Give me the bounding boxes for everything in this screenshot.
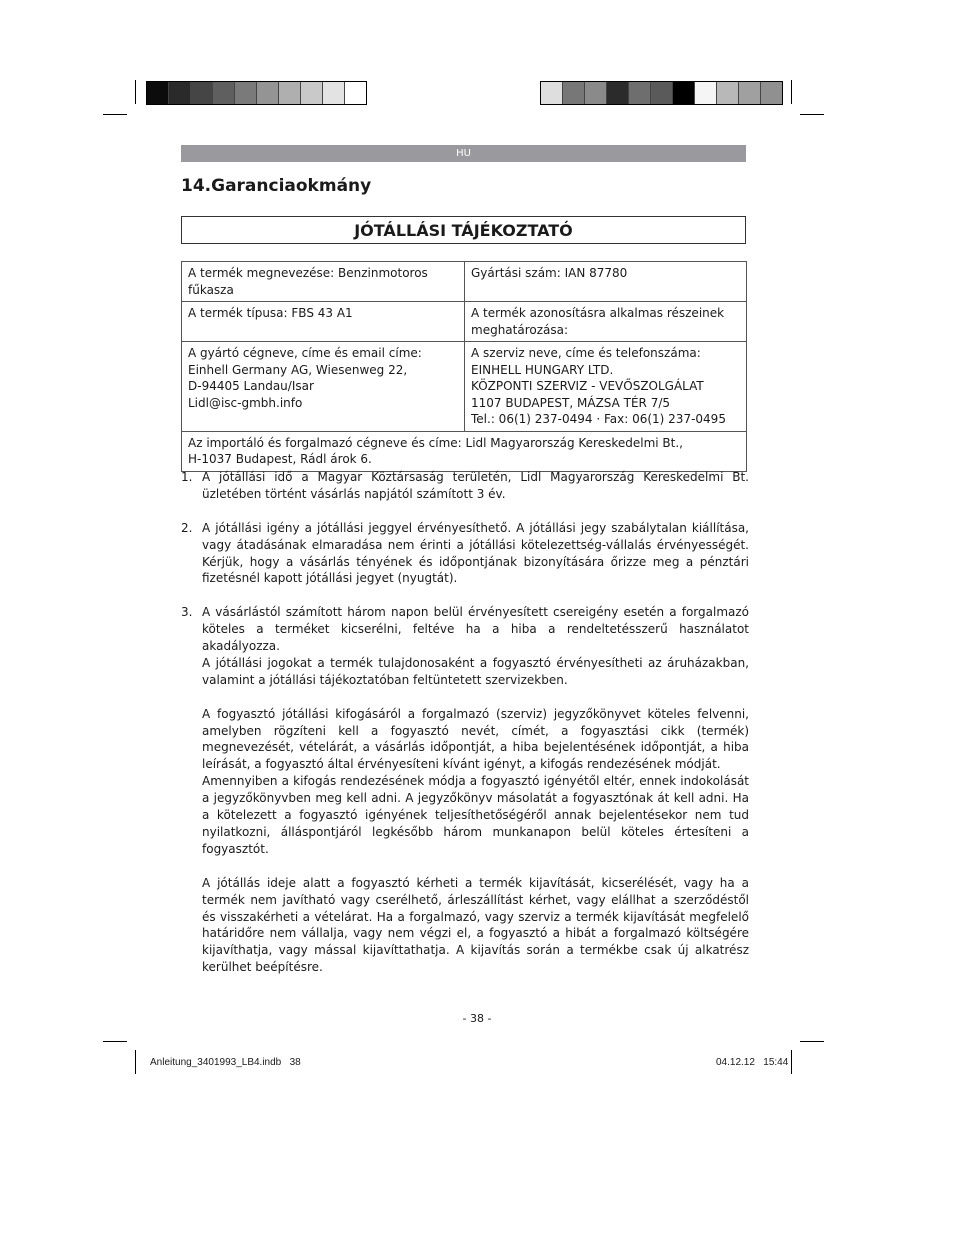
warranty-info-table bbox=[181, 261, 747, 472]
crop-mark bbox=[800, 1041, 824, 1042]
warranty-terms-list bbox=[181, 469, 749, 993]
cell-line: 1107 BUDAPEST, MÁZSA TÉR 7/5 bbox=[471, 395, 671, 410]
color-swatch bbox=[695, 82, 717, 104]
table-row bbox=[182, 342, 747, 432]
color-swatch bbox=[563, 82, 585, 104]
term-body bbox=[202, 604, 749, 976]
cell-line: Tel.: 06(1) 237-0494 · Fax: 06(1) 237-0495 bbox=[471, 412, 726, 426]
cell-line: Gyártási szám: IAN 87780 bbox=[471, 266, 628, 280]
crop-mark bbox=[135, 80, 136, 104]
term-paragraph: A jótállás ideje alatt a fogyasztó kérheti a termék kijavítását, kicserélését, vagy ha a termék nem javítható vagy cserélhető, árleszállítást kérhet, vagy elállhat a szerződéstől és visszakérheti a vételárat. Ha a forgalmazó, vagy szerviz a termék kijavítását megfelelő határidőre nem vállalja, vagy nem végzi el, a fogyasztó a hibát a forgalmazó költségére kijavíthatja, vagy mással kijavíttathatja. A kijavítás során a termékbe csak új alkatrész kerülhet beépítésre. bbox=[202, 875, 749, 975]
language-header: HU bbox=[181, 145, 746, 162]
color-swatch bbox=[541, 82, 563, 104]
table-row bbox=[182, 262, 747, 302]
cell-line: Az importáló és forgalmazó cégneve és címe: Lidl Magyarország Kereskedelmi Bt., bbox=[188, 435, 683, 450]
section-title: 14.Garanciaokmány bbox=[181, 176, 372, 196]
color-swatch bbox=[585, 82, 607, 104]
color-swatch bbox=[717, 82, 739, 104]
term-paragraph: A jótállási idő a Magyar Köztársaság területén, Lidl Magyarország Kereskedelmi Bt. üzletében történt vásárlás napjától számított 3 év. bbox=[202, 470, 749, 501]
cell-line: KÖZPONTI SZERVIZ - VEVŐSZOLGÁLAT bbox=[471, 379, 704, 393]
color-swatch bbox=[147, 82, 169, 104]
color-swatch bbox=[739, 82, 761, 104]
cell-line: H-1037 Budapest, Rádl árok 6. bbox=[188, 452, 372, 466]
table-cell bbox=[182, 262, 465, 302]
color-swatch bbox=[323, 82, 345, 104]
crop-mark bbox=[791, 1050, 792, 1074]
term-body bbox=[202, 469, 749, 503]
crop-mark bbox=[103, 1041, 127, 1042]
cell-line: A termék azonosításra alkalmas részeinek bbox=[471, 306, 725, 320]
term-item bbox=[181, 469, 749, 503]
term-body bbox=[202, 520, 749, 588]
table-cell bbox=[182, 302, 465, 342]
table-cell bbox=[182, 342, 465, 432]
importer-cell bbox=[182, 431, 747, 471]
cell-line: EINHELL HUNGARY LTD. bbox=[471, 362, 614, 377]
cell-line: Lidl@isc-gmbh.info bbox=[188, 395, 303, 410]
cell-line: A gyártó cégneve, címe és email címe: bbox=[188, 346, 422, 360]
registration-color-bar-right bbox=[540, 81, 783, 105]
color-swatch bbox=[673, 82, 695, 104]
cell-line: Einhell Germany AG, Wiesenweg 22, bbox=[188, 362, 408, 377]
table-cell bbox=[465, 342, 747, 432]
color-swatch bbox=[257, 82, 279, 104]
term-paragraph: A fogyasztó jótállási kifogásáról a forgalmazó (szerviz) jegyzőkönyvet köteles felvenni, amelyben rögzíteni kell a fogyasztó nevét, címét, a fogyasztási cikk (termék) megnevezését, vételárát, a vásárlás időpontját, a hiba bejelentésének időpontját, a hiba leírását, a fogyasztó által érvényesíteni kívánt igényt, a kifogás rendezésének módját. bbox=[202, 706, 749, 772]
term-item bbox=[181, 604, 749, 976]
term-item bbox=[181, 520, 749, 588]
crop-mark bbox=[103, 114, 127, 115]
color-swatch bbox=[279, 82, 301, 104]
footer-date: 04.12.12 15:44 bbox=[716, 1057, 789, 1068]
crop-mark bbox=[791, 80, 792, 104]
color-swatch bbox=[301, 82, 323, 104]
term-number: 3. bbox=[181, 605, 193, 620]
warranty-box-title: JÓTÁLLÁSI TÁJÉKOZTATÓ bbox=[181, 216, 746, 244]
table-cell bbox=[465, 302, 747, 342]
term-number: 1. bbox=[181, 470, 193, 484]
term-number: 2. bbox=[181, 520, 193, 535]
color-swatch bbox=[191, 82, 213, 104]
table-row bbox=[182, 302, 747, 342]
cell-line: A termék típusa: FBS 43 A1 bbox=[188, 306, 353, 320]
color-swatch bbox=[169, 82, 191, 104]
color-swatch bbox=[345, 82, 366, 104]
footer-file-info: Anleitung_3401993_LB4.indb 38 bbox=[150, 1057, 301, 1068]
term-paragraph: A jótállási jogokat a termék tulajdonosaként a fogyasztó érvényesítheti az áruházakban, valamint a jótállási tájékoztatóban feltüntetett szervizekben. bbox=[202, 655, 749, 687]
crop-mark bbox=[800, 114, 824, 115]
color-swatch bbox=[235, 82, 257, 104]
table-cell bbox=[465, 262, 747, 302]
cell-line: A termék megnevezése: Benzinmotoros fűkasza bbox=[188, 266, 428, 297]
registration-color-bar-left bbox=[146, 81, 367, 105]
color-swatch bbox=[761, 82, 782, 104]
color-swatch bbox=[607, 82, 629, 104]
term-paragraph: A vásárlástól számított három napon belül érvényesített csereigény esetén a forgalmazó köteles a terméket kicserélni, feltéve ha a hiba a rendeltetésszerű használatot akadályozza. bbox=[202, 605, 749, 654]
cell-line: meghatározása: bbox=[471, 322, 569, 337]
color-swatch bbox=[651, 82, 673, 104]
term-paragraph: A jótállási igény a jótállási jeggyel érvényesíthető. A jótállási jegy szabálytalan kiállítása, vagy átadásának elmaradása nem érinti a jótállási kötelezettség-vállalás érvényességét. Kérjük, hogy a vásárlás tényének és időpontjának bizonyítására őrizze meg a pénztári fizetésnél kapott jótállási jegyet (nyugtát). bbox=[202, 520, 749, 586]
cell-line: D-94405 Landau/Isar bbox=[188, 379, 314, 393]
table-row-importer bbox=[182, 431, 747, 471]
cell-line: A szerviz neve, címe és telefonszáma: bbox=[471, 346, 701, 360]
color-swatch bbox=[629, 82, 651, 104]
crop-mark bbox=[135, 1050, 136, 1074]
color-swatch bbox=[213, 82, 235, 104]
term-paragraph: Amennyiben a kifogás rendezésének módja a fogyasztó igényétől eltér, ennek indokolását a jegyzőkönyvben meg kell adni. A jegyzőkönyv másolatát a fogyasztónak át kell adni. Ha a kötelezett a fogyasztó igényének teljesíthetőségéről annak bejelentésekor nem tud nyilatkozni, álláspontjáról legkésőbb három munkanapon belül köteles értesíteni a fogyasztót. bbox=[202, 774, 749, 856]
page-number: - 38 - bbox=[462, 1012, 492, 1025]
